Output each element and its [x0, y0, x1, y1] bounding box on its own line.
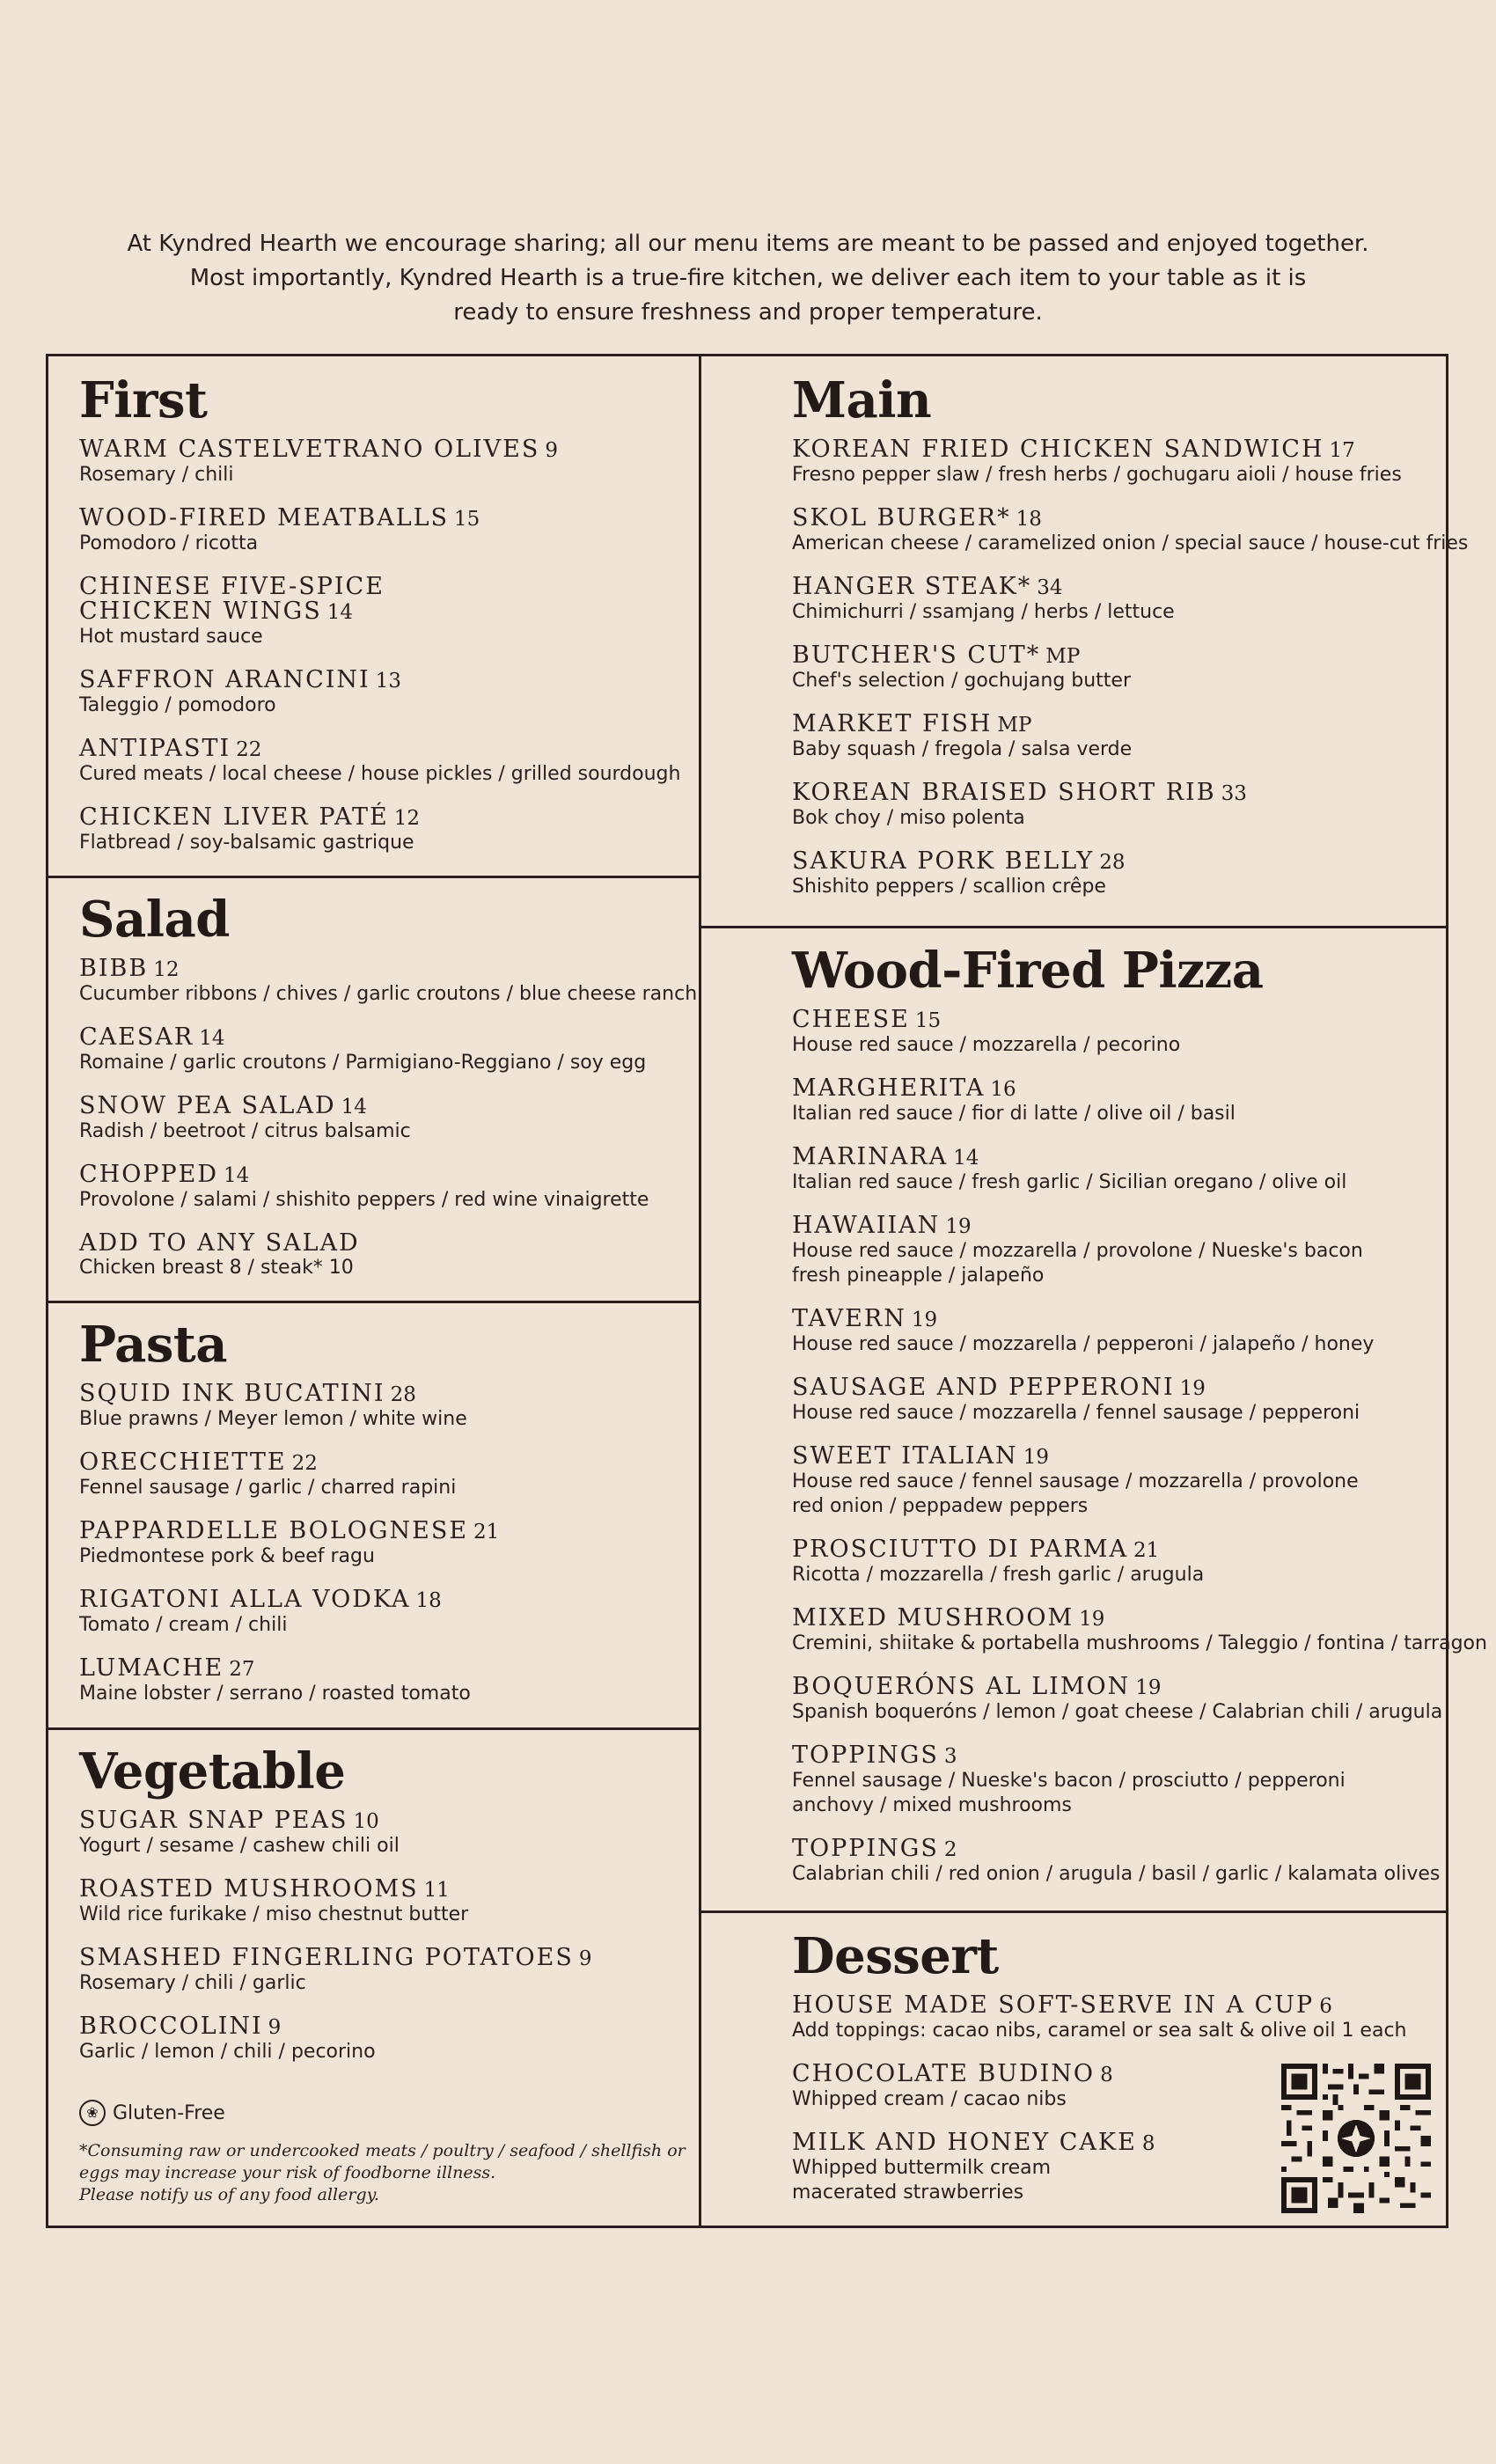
item-price: 9 — [268, 2016, 282, 2039]
item-price: 14 — [224, 1164, 250, 1187]
item-description: Chimichurri / ssamjang / herbs / lettuce — [792, 601, 1175, 623]
item-description: Spanish boqueróns / lemon / goat cheese / Calabrian chili / arugula — [792, 1701, 1443, 1723]
item-price: 11 — [423, 1879, 450, 1902]
item-description: Calabrian chili / red onion / arugula / basil / garlic / kalamata olives — [792, 1863, 1441, 1885]
item-price: 6 — [1319, 1995, 1332, 2018]
item-description: House red sauce / mozzarella / pepperoni / jalapeño / honey — [792, 1333, 1375, 1355]
item-price: 13 — [375, 670, 401, 693]
item-name: CHICKEN LIVER PATÉ — [79, 803, 389, 831]
notice-line-2: eggs may increase your risk of foodborne illness. — [79, 2163, 496, 2182]
item-name: PROSCIUTTO DI PARMA — [792, 1536, 1128, 1563]
item-name: SAKURA PORK BELLY — [792, 847, 1095, 875]
item-price: 34 — [1037, 576, 1063, 599]
menu-item — [79, 437, 686, 488]
gluten-free-label: Gluten-Free — [113, 2101, 225, 2124]
item-price: 28 — [1099, 851, 1126, 874]
item-name: TOPPINGS — [792, 1835, 939, 1862]
item-description: Hot mustard sauce — [79, 626, 263, 648]
menu-item — [792, 781, 1434, 831]
item-price: 8 — [1141, 2132, 1155, 2155]
item-description: Fennel sausage / garlic / charred rapini — [79, 1477, 457, 1499]
intro-line-3: ready to ensure freshness and proper temperature. — [453, 299, 1043, 326]
item-name: LUMACHE — [79, 1654, 224, 1682]
item-price: 21 — [1133, 1539, 1160, 1562]
item-price: 19 — [911, 1309, 938, 1331]
item-name: WOOD-FIRED MEATBALLS — [79, 504, 450, 532]
item-description: Whipped buttermilk cream — [792, 2157, 1052, 2179]
item-name: CHEESE — [792, 1006, 910, 1033]
notice-line-1: *Consuming raw or undercooked meats / poultry / seafood / shellfish or — [79, 2141, 686, 2160]
item-description: Fennel sausage / Nueske's bacon / prosciutto / pepperoni — [792, 1770, 1346, 1792]
menu-item — [792, 849, 1434, 899]
item-description: Tomato / cream / chili — [79, 1614, 288, 1636]
divider-first-salad — [46, 876, 701, 878]
item-name: BOQUERÓNS AL LIMON — [792, 1673, 1131, 1700]
menu-item — [792, 1375, 1434, 1426]
section-pasta — [79, 1318, 686, 1725]
item-price: 15 — [454, 508, 480, 531]
item-description-line-2: macerated strawberries — [792, 2182, 1024, 2204]
item-price: 2 — [943, 1838, 957, 1861]
item-name: MARKET FISH — [792, 710, 993, 737]
menu-item — [79, 1382, 686, 1432]
intro-line-2: Most importantly, Kyndred Hearth is a true-fire kitchen, we deliver each item to your table as it is — [189, 265, 1307, 291]
item-description: House red sauce / mozzarella / provolone / Nueske's bacon — [792, 1240, 1363, 1262]
section-salad — [79, 891, 698, 1299]
section-title-pizza: Wood-Fired Pizza — [792, 942, 1264, 1000]
intro-line-1: At Kyndred Hearth we encourage sharing; all our menu items are meant to be passed and enjoyed together. — [127, 231, 1369, 257]
item-price: 3 — [943, 1745, 957, 1768]
item-name: BROCCOLINI — [79, 2013, 263, 2040]
item-description: Cucumber ribbons / chives / garlic croutons / blue cheese ranch — [79, 983, 698, 1005]
item-description: Baby squash / fregola / salsa verde — [792, 738, 1133, 760]
item-price: 22 — [291, 1452, 318, 1475]
item-price: MP — [997, 714, 1032, 737]
item-name: ANTIPASTI — [79, 735, 231, 762]
section-title-vegetable: Vegetable — [79, 1742, 346, 1800]
item-description: Radish / beetroot / citrus balsamic — [79, 1120, 411, 1142]
item-name: KOREAN BRAISED SHORT RIB — [792, 779, 1216, 806]
section-main — [792, 371, 1469, 918]
menu-item — [792, 1145, 1434, 1195]
item-price: 9 — [578, 1947, 592, 1970]
item-description: Chicken breast 8 / steak* 10 — [79, 1257, 354, 1279]
menu-item — [792, 1444, 1434, 1519]
menu-item — [79, 1094, 686, 1144]
item-description: Bok choy / miso polenta — [792, 807, 1025, 829]
item-name: BIBB — [79, 955, 149, 982]
menu-item — [79, 506, 686, 556]
menu-item — [79, 1588, 686, 1638]
item-name: MIXED MUSHROOM — [792, 1604, 1074, 1632]
section-title-first: First — [79, 371, 208, 429]
item-description: Add toppings: cacao nibs, caramel or sea salt & olive oil 1 each — [792, 2020, 1407, 2042]
item-name: SAFFRON ARANCINI — [79, 666, 370, 693]
menu-item — [792, 504, 1469, 556]
item-price: 9 — [545, 439, 559, 462]
item-price: 19 — [1023, 1446, 1049, 1469]
section-title-salad: Salad — [79, 891, 230, 949]
item-price: 27 — [229, 1658, 255, 1681]
item-description: Fresno pepper slaw / fresh herbs / gochugaru aioli / house fries — [792, 464, 1402, 486]
section-title-pasta: Pasta — [79, 1316, 228, 1374]
item-price: 15 — [914, 1009, 942, 1032]
menu-item — [79, 1450, 686, 1500]
item-name: SNOW PEA SALAD — [79, 1092, 336, 1119]
menu-item — [792, 1673, 1443, 1725]
item-name: CHOCOLATE BUDINO — [792, 2060, 1096, 2087]
item-price: 14 — [953, 1147, 979, 1170]
section-pizza — [792, 942, 1487, 1905]
item-price: 14 — [326, 601, 354, 624]
item-name: KOREAN FRIED CHICKEN SANDWICH — [792, 436, 1324, 463]
item-price: 10 — [353, 1810, 379, 1833]
item-description: Yogurt / sesame / cashew chili oil — [79, 1835, 400, 1857]
item-name: SMASHED FINGERLING POTATOES — [79, 1944, 574, 1971]
item-price: 21 — [473, 1521, 500, 1544]
menu-item — [792, 643, 1434, 693]
item-description: House red sauce / mozzarella / fennel sausage / pepperoni — [792, 1402, 1360, 1424]
menu-item — [79, 1656, 686, 1706]
menu-item — [792, 1008, 1434, 1058]
item-name: ORECCHIETTE — [79, 1448, 287, 1476]
item-description: Rosemary / chili / garlic — [79, 1972, 306, 1994]
item-description: Shishito peppers / scallion crêpe — [792, 876, 1106, 898]
item-name: MARGHERITA — [792, 1074, 986, 1102]
menu-item — [79, 1946, 686, 1996]
item-description-line-2: red onion / peppadew peppers — [792, 1495, 1089, 1517]
menu-item — [792, 1835, 1441, 1887]
menu-item — [79, 737, 686, 787]
item-description: Blue prawns / Meyer lemon / white wine — [79, 1408, 467, 1430]
item-price: 33 — [1221, 782, 1247, 805]
item-description-line-2: anchovy / mixed mushrooms — [792, 1794, 1072, 1816]
item-name: HOUSE MADE SOFT-SERVE IN A CUP — [792, 1991, 1315, 2019]
menu-item — [792, 1307, 1434, 1357]
item-description: Italian red sauce / fior di latte / olive oil / basil — [792, 1103, 1236, 1125]
item-name: HANGER STEAK* — [792, 573, 1032, 600]
item-description: Cremini, shiitake & portabella mushrooms / Taleggio / fontina / tarragon — [792, 1632, 1487, 1654]
item-name: WARM CASTELVETRANO OLIVES — [79, 436, 540, 463]
gluten-free-legend — [79, 2100, 686, 2126]
item-name: CAESAR — [79, 1023, 194, 1051]
item-description: Italian red sauce / fresh garlic / Sicilian oregano / olive oil — [792, 1171, 1347, 1193]
item-name: MARINARA — [792, 1143, 949, 1170]
item-description: House red sauce / mozzarella / pecorino — [792, 1034, 1181, 1056]
item-description: Wild rice furikake / miso chestnut butter — [79, 1903, 469, 1925]
item-description: Maine lobster / serrano / roasted tomato — [79, 1683, 471, 1705]
menu-item — [792, 437, 1434, 488]
item-name: SUGAR SNAP PEAS — [79, 1807, 348, 1834]
menu-item — [792, 1604, 1487, 1656]
item-description: Romaine / garlic croutons / Parmigiano-Reggiano / soy egg — [79, 1052, 647, 1074]
item-description: Piedmontese pork & beef ragu — [79, 1545, 375, 1567]
menu-item — [79, 1877, 686, 1927]
item-price: 22 — [236, 738, 262, 761]
menu-item — [79, 1162, 686, 1213]
item-price: 19 — [945, 1215, 972, 1238]
wheat-icon: ❀ — [79, 2100, 106, 2126]
item-description: Pomodoro / ricotta — [79, 532, 259, 554]
divider-salad-pasta — [46, 1301, 701, 1303]
item-price: 8 — [1100, 2064, 1113, 2086]
item-price: 28 — [390, 1383, 416, 1406]
column-divider — [699, 354, 701, 2228]
item-price: 14 — [341, 1096, 367, 1118]
item-price: 18 — [1016, 508, 1042, 531]
item-description: Chef's selection / gochujang butter — [792, 670, 1132, 692]
menu-item — [79, 575, 686, 649]
item-description: House red sauce / fennel sausage / mozzarella / provolone — [792, 1470, 1359, 1492]
item-description: Whipped cream / cacao nibs — [792, 2088, 1067, 2110]
item-price: 12 — [153, 958, 180, 981]
item-price: 16 — [990, 1078, 1016, 1101]
item-name: MILK AND HONEY CAKE — [792, 2129, 1137, 2156]
item-price: 18 — [415, 1589, 442, 1612]
menu-item — [792, 1743, 1434, 1818]
item-name: BUTCHER'S CUT* — [792, 642, 1041, 669]
divider-pasta-vegetable — [46, 1727, 701, 1730]
item-name: ADD TO ANY SALAD — [79, 1229, 360, 1257]
section-first — [79, 371, 686, 874]
item-name: ROASTED MUSHROOMS — [79, 1875, 419, 1903]
divider-pizza-dessert — [699, 1910, 1448, 1913]
section-title-main: Main — [792, 371, 932, 429]
qr-code-icon[interactable] — [1281, 2064, 1431, 2213]
section-vegetable — [79, 1742, 686, 2206]
item-description: American cheese / caramelized onion / special sauce / house-cut fries — [792, 532, 1469, 554]
item-name: CHINESE FIVE-SPICE — [79, 573, 385, 600]
item-price: 17 — [1329, 439, 1355, 462]
menu-item — [79, 1808, 686, 1859]
item-price: 14 — [199, 1027, 225, 1050]
item-name: SAUSAGE AND PEPPERONI — [792, 1374, 1175, 1401]
item-name: TOPPINGS — [792, 1742, 939, 1769]
item-name: RIGATONI ALLA VODKA — [79, 1586, 411, 1613]
item-description-line-2: fresh pineapple / jalapeño — [792, 1265, 1045, 1287]
menu-item — [792, 1537, 1434, 1588]
notice-line-3: Please notify us of any food allergy. — [79, 2185, 379, 2204]
item-description: Cured meats / local cheese / house pickles / grilled sourdough — [79, 763, 681, 785]
item-name: SWEET ITALIAN — [792, 1442, 1018, 1470]
menu-item — [79, 2014, 686, 2064]
item-price: 19 — [1179, 1377, 1206, 1400]
item-name: HAWAIIAN — [792, 1212, 941, 1239]
menu-item — [792, 712, 1434, 762]
item-name: PAPPARDELLE BOLOGNESE — [79, 1517, 469, 1544]
menu-item — [792, 1214, 1434, 1288]
section-title-dessert: Dessert — [792, 1927, 999, 1985]
item-name: SKOL BURGER* — [792, 504, 1011, 532]
item-description: Taleggio / pomodoro — [79, 694, 276, 716]
menu-item — [79, 1231, 686, 1280]
item-name: CHOPPED — [79, 1161, 219, 1188]
item-description: Garlic / lemon / chili / pecorino — [79, 2041, 376, 2063]
allergy-notice — [79, 2140, 686, 2206]
item-description: Flatbread / soy-balsamic gastrique — [79, 832, 414, 854]
menu-item — [79, 1519, 686, 1569]
item-price: MP — [1045, 645, 1081, 668]
item-description: Ricotta / mozzarella / fresh garlic / arugula — [792, 1564, 1205, 1586]
item-description: Rosemary / chili — [79, 464, 234, 486]
menu-item — [792, 1076, 1434, 1126]
menu-item — [79, 955, 698, 1007]
item-name-line-2: CHICKEN WINGS — [79, 598, 322, 625]
item-name: SQUID INK BUCATINI — [79, 1380, 385, 1407]
menu-item — [792, 1993, 1434, 2043]
divider-main-pizza — [699, 926, 1448, 928]
item-price: 19 — [1135, 1676, 1162, 1699]
intro-text — [88, 227, 1408, 330]
item-price: 19 — [1079, 1608, 1105, 1631]
menu-item — [79, 805, 686, 855]
menu-item — [79, 668, 686, 718]
item-description: Provolone / salami / shishito peppers / red wine vinaigrette — [79, 1189, 649, 1211]
menu-item — [79, 1025, 686, 1075]
menu-item — [792, 575, 1434, 625]
item-price: 12 — [393, 807, 421, 830]
item-name: TAVERN — [792, 1305, 906, 1332]
